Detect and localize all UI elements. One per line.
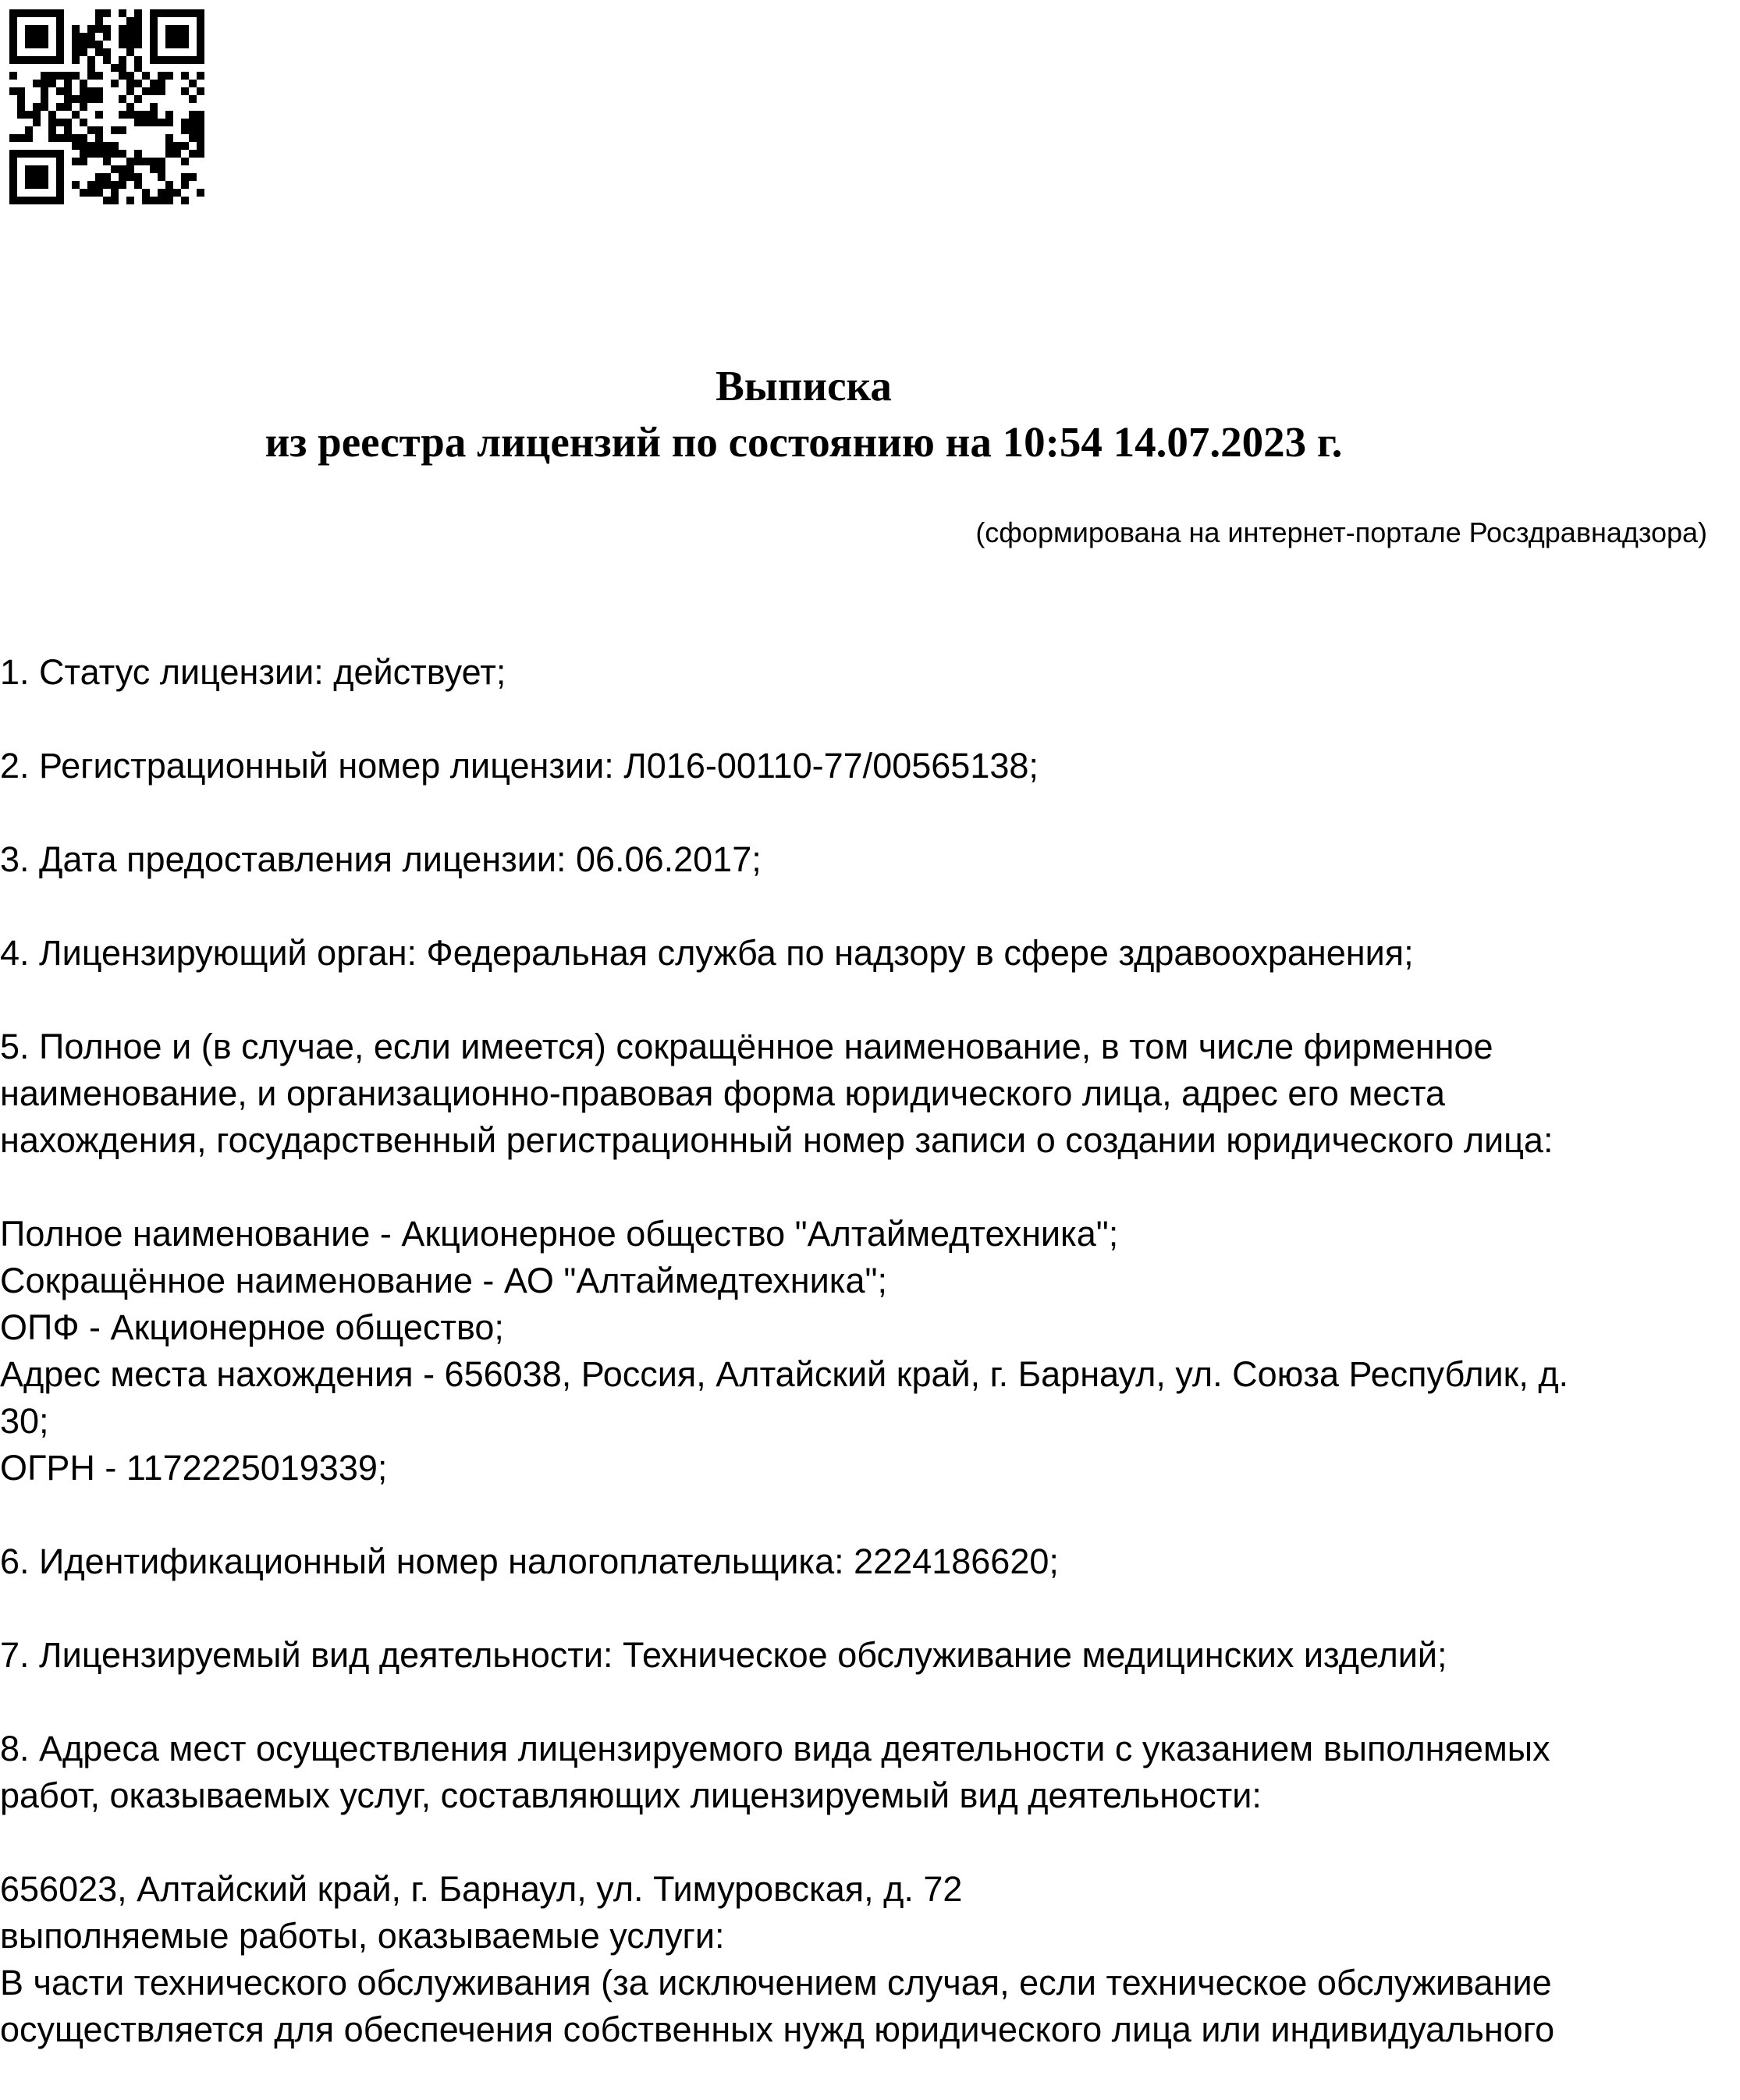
qr-code-icon — [9, 9, 204, 204]
taxpayer-id — [0, 1538, 1738, 1585]
item-8-heading — [0, 1726, 1738, 1819]
activity-place — [0, 1866, 1738, 2053]
taxpayer-id-text: 6. Идентификационный номер налогоплательщика: 2224186620; — [0, 1541, 1059, 1581]
license-date-text: 3. Дата предоставления лицензии: 06.06.2017; — [0, 839, 762, 879]
license-reg-number — [0, 743, 1738, 789]
works-text: В части технического обслуживания (за исключением случая, если техническое обслуживание — [0, 1963, 1552, 2002]
licensed-activity-text: 7. Лицензируемый вид деятельности: Техническое обслуживание медицинских изделий; — [0, 1635, 1447, 1675]
short-name: Сокращённое наименование - АО "Алтаймедтехника"; — [0, 1261, 887, 1300]
works-label: выполняемые работы, оказываемые услуги: — [0, 1916, 725, 1956]
license-status-text: 1. Статус лицензии: действует; — [0, 652, 506, 692]
works-text: осуществляется для обеспечения собственных нужд юридического лица или индивидуального — [0, 2010, 1555, 2049]
item-5-line: наименование, и организационно-правовая форма юридического лица, адрес его места — [0, 1073, 1446, 1113]
item-5-line: нахождения, государственный регистрационный номер записи о создании юридического лица: — [0, 1120, 1554, 1160]
ogrn: ОГРН - 1172225019339; — [0, 1448, 388, 1488]
full-name: Полное наименование - Акционерное общество "Алтаймедтехника"; — [0, 1214, 1119, 1254]
license-reg-number-text: 2. Регистрационный номер лицензии: Л016-00110-77/00565138; — [0, 746, 1039, 786]
legal-entity-details — [0, 1211, 1738, 1492]
item-5-heading — [0, 1023, 1738, 1164]
generated-note: (сформирована на интернет-портале Росздравнадзора) — [975, 516, 1707, 548]
licensed-activity — [0, 1632, 1738, 1679]
licensing-authority — [0, 930, 1738, 977]
address-continued: 30; — [0, 1401, 49, 1441]
address: Адрес места нахождения - 656038, Россия, Алтайский край, г. Барнаул, ул. Союза Республик, д. — [0, 1354, 1569, 1394]
document-subtitle: из реестра лицензий по состоянию на 10:54 14.07.2023 г. — [265, 418, 1343, 466]
license-date — [0, 836, 1738, 883]
document-body — [0, 649, 1738, 2100]
license-status — [0, 649, 1738, 696]
item-8-line: работ, оказываемых услуг, составляющих лицензируемый вид деятельности: — [0, 1775, 1262, 1815]
item-8-line: 8. Адреса мест осуществления лицензируемого вида деятельности с указанием выполняемых — [0, 1729, 1550, 1768]
place-address: 656023, Алтайский край, г. Барнаул, ул. Тимуровская, д. 72 — [0, 1869, 963, 1909]
opf: ОПФ - Акционерное общество; — [0, 1307, 504, 1347]
document-title: Выписка — [716, 362, 892, 410]
licensing-authority-text: 4. Лицензирующий орган: Федеральная служба по надзору в сфере здравоохранения; — [0, 933, 1414, 973]
item-5-line: 5. Полное и (в случае, если имеется) сокращённое наименование, в том числе фирменное — [0, 1027, 1493, 1066]
